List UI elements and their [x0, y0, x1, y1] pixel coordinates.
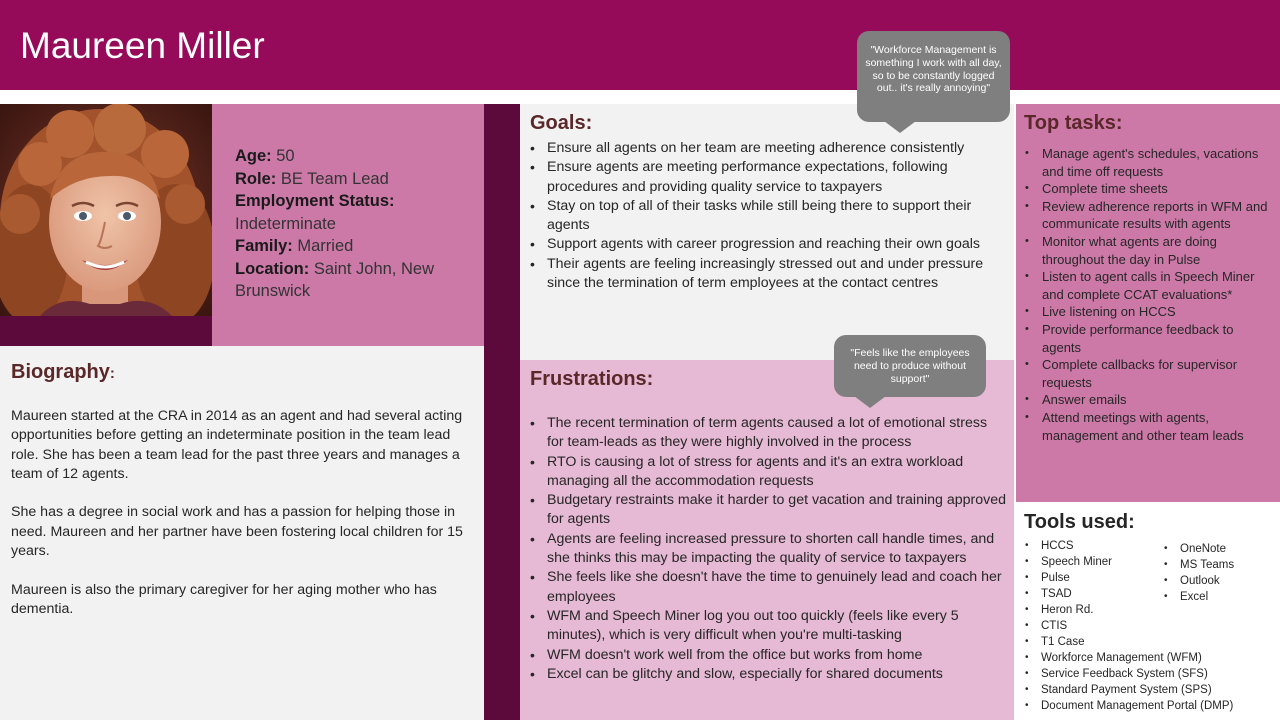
frustrations-quote-bubble-tail	[854, 396, 886, 408]
list-item: • Excel can be glitchy and slow, especially for shared documents	[530, 665, 1006, 684]
list-item: • Document Management Portal (DMP)	[1025, 698, 1275, 714]
list-item: • WFM doesn't work well from the office but works from home	[530, 646, 1006, 665]
list-item: • Support agents with career progression and reaching their own goals	[530, 235, 1006, 254]
list-item: • Ensure all agents on her team are meeting adherence consistently	[530, 139, 1006, 158]
family-label: Family:	[235, 237, 293, 255]
role-row	[235, 168, 475, 191]
persona-portrait-image	[0, 104, 212, 316]
list-item: • Manage agent's schedules, vacations and time off requests	[1025, 145, 1275, 180]
list-item: • Agents are feeling increased pressure to shorten call handle times, and she thinks this may be impacting the quality of service to taxpayers	[530, 530, 1006, 569]
list-item: • Workforce Management (WFM)	[1025, 650, 1275, 666]
role-label: Role:	[235, 169, 277, 188]
tools-heading: Tools used:	[1024, 511, 1135, 533]
employment-value: Indeterminate	[235, 214, 336, 233]
list-item: • RTO is causing a lot of stress for agents and it's an extra workload managing all the accommodation requests	[530, 453, 1006, 492]
list-item: • Complete time sheets	[1025, 180, 1275, 198]
list-item: • MS Teams	[1164, 557, 1274, 573]
list-item: • HCCS	[1025, 538, 1275, 554]
goals-list	[530, 139, 1006, 293]
family-value: Married	[292, 237, 354, 255]
top-tasks-list	[1025, 145, 1275, 444]
biography-paragraph: Maureen started at the CRA in 2014 as an agent and had several acting opportunities before getting an indeterminate position in the team lead role. She has been a team lead for the past three years and manages a team of 12 agents.	[11, 408, 463, 482]
age-value: 50	[271, 147, 295, 165]
family-row	[235, 235, 475, 258]
biography-paragraph: She has a degree in social work and has a passion for helping those in need. Maureen and her partner have been fostering local children for 15 years.	[11, 504, 463, 560]
goals-quote-bubble-tail	[884, 121, 916, 133]
list-item: • OneNote	[1164, 541, 1274, 557]
list-item: • Monitor what agents are doing throughout the day in Pulse	[1025, 233, 1275, 268]
biography-text	[11, 407, 476, 639]
goals-quote-bubble: "Workforce Management is something I work with all day, so to be constantly logged out.. it's really annoying"	[857, 31, 1010, 122]
goals-heading: Goals:	[530, 112, 593, 134]
list-item: • Provide performance feedback to agents	[1025, 321, 1275, 356]
biography-heading-text: Biography	[11, 361, 110, 383]
list-item: • Pulse	[1025, 570, 1275, 586]
list-item: • Outlook	[1164, 573, 1274, 589]
list-item: • Listen to agent calls in Speech Miner and complete CCAT evaluations*	[1025, 268, 1275, 303]
list-item: • Excel	[1164, 589, 1274, 605]
list-item: • CTIS	[1025, 618, 1275, 634]
age-label: Age:	[235, 147, 272, 165]
list-item: • Attend meetings with agents, management and other team leads	[1025, 409, 1275, 444]
frustrations-list	[530, 414, 1006, 684]
biography-heading-colon: :	[109, 365, 115, 382]
list-item: • WFM and Speech Miner log you out too quickly (feels like every 5 minutes), which is very difficult when you're multi-tasking	[530, 607, 1006, 646]
role-value: BE Team Lead	[276, 169, 389, 188]
list-item: • Ensure agents are meeting performance expectations, following procedures and providing quality service to taxpayers	[530, 158, 1006, 197]
location-row	[235, 258, 475, 303]
list-item: • Budgetary restraints make it harder to get vacation and training approved for agents	[530, 491, 1006, 530]
biography-heading	[11, 361, 115, 384]
list-item: • Live listening on HCCS	[1025, 303, 1275, 321]
persona-photo	[0, 104, 212, 316]
list-item: • Speech Miner	[1025, 554, 1275, 570]
list-item: • Stay on top of all of their tasks while still being there to support their agents	[530, 197, 1006, 236]
list-item: • Complete callbacks for supervisor requests	[1025, 356, 1275, 391]
biography-paragraph: Maureen is also the primary caregiver for her aging mother who has dementia.	[11, 581, 437, 617]
list-item: • TSAD	[1025, 586, 1275, 602]
list-item: • The recent termination of term agents caused a lot of emotional stress for team-leads as they were highly involved in the process	[530, 414, 1006, 453]
list-item: • Their agents are feeling increasingly stressed out and under pressure since the termination of term employees at the contact centres	[530, 255, 1006, 294]
header-divider	[0, 90, 1280, 104]
location-value: Saint John, New Brunswick	[235, 259, 434, 300]
list-item: • She feels like she doesn't have the time to genuinely lead and coach her employees	[530, 568, 1006, 607]
persona-details	[235, 145, 475, 303]
tools-list-secondary	[1164, 541, 1274, 605]
list-item: • T1 Case	[1025, 634, 1275, 650]
frustrations-quote-bubble: "Feels like the employees need to produce without support"	[834, 335, 986, 397]
list-item: • Answer emails	[1025, 391, 1275, 409]
employment-label: Employment Status:	[235, 192, 395, 210]
list-item: • Service Feedback System (SFS)	[1025, 666, 1275, 682]
list-item: • Standard Payment System (SPS)	[1025, 682, 1275, 698]
top-tasks-heading: Top tasks:	[1024, 112, 1123, 134]
frustrations-heading: Frustrations:	[530, 368, 654, 390]
divider-bar	[484, 104, 520, 720]
location-label: Location:	[235, 259, 310, 278]
age-row	[235, 145, 475, 168]
employment-row	[235, 190, 475, 235]
persona-name: Maureen Miller	[20, 25, 265, 66]
list-item: • Heron Rd.	[1025, 602, 1275, 618]
list-item: • Review adherence reports in WFM and communicate results with agents	[1025, 198, 1275, 233]
